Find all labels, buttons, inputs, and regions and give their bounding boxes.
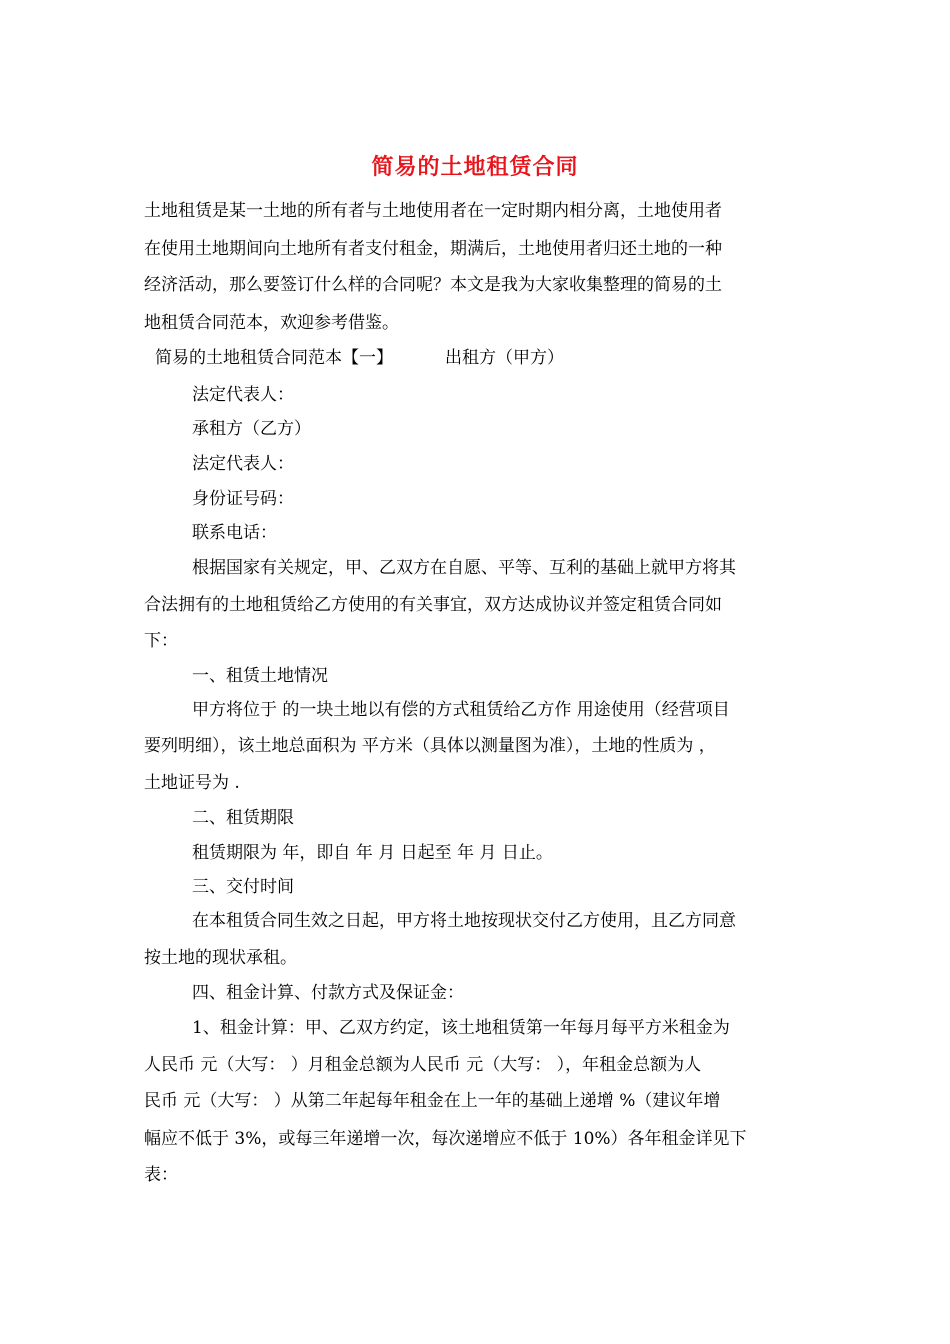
lessee-rep-label: 法定代表人： — [192, 454, 294, 474]
section-1-line-1: 甲方将位于 的一块土地以有偿的方式租赁给乙方作 用途使用（经营项目 — [192, 700, 730, 720]
section-1-line-2: 要列明细），该土地总面积为 平方米（具体以测量图为准），土地的性质为 ， — [144, 736, 716, 756]
lessor-label: 出租方（甲方） — [445, 348, 564, 368]
preamble-line-2: 合法拥有的土地租赁给乙方使用的有关事宜，双方达成协议并签定租赁合同如 — [144, 595, 722, 615]
phone-label: 联系电话： — [192, 523, 277, 543]
document-title: 简易的土地租赁合同 — [371, 154, 579, 180]
lessee-label: 承租方（乙方） — [192, 419, 311, 439]
preamble-line-3: 下： — [144, 631, 178, 651]
intro-line-1: 土地租赁是某一土地的所有者与土地使用者在一定时期内相分离，土地使用者 — [144, 201, 722, 221]
section-4-heading: 四、租金计算、付款方式及保证金： — [192, 983, 464, 1003]
lessor-rep-label: 法定代表人： — [192, 385, 294, 405]
section-2-line-1: 租赁期限为 年，即自 年 月 日起至 年 月 日止。 — [192, 843, 553, 863]
id-number-label: 身份证号码： — [192, 489, 294, 509]
section-4-line-5: 表： — [144, 1165, 178, 1185]
intro-line-3: 经济活动，那么要签订什么样的合同呢？本文是我为大家收集整理的简易的土 — [144, 275, 722, 295]
section-4-line-1: 1、租金计算：甲、乙双方约定，该土地租赁第一年每月每平方米租金为 — [192, 1018, 730, 1038]
section-2-heading: 二、租赁期限 — [192, 808, 294, 828]
section-4-line-2: 人民币 元（大写： ）月租金总额为人民币 元（大写： ），年租金总额为人 — [144, 1055, 702, 1075]
section-1-line-3: 土地证号为 . — [144, 773, 240, 793]
preamble-line-1: 根据国家有关规定，甲、乙双方在自愿、平等、互利的基础上就甲方将其 — [192, 558, 736, 578]
sample-heading — [155, 343, 564, 373]
intro-line-2: 在使用土地期间向土地所有者支付租金，期满后，土地使用者归还土地的一种 — [144, 239, 722, 259]
section-4-line-3: 民币 元（大写： ）从第二年起每年租金在上一年的基础上递增 %（建议年增 — [144, 1091, 721, 1111]
section-3-heading: 三、交付时间 — [192, 877, 294, 897]
section-3-line-2: 按土地的现状承租。 — [144, 948, 297, 968]
section-1-heading: 一、租赁土地情况 — [192, 666, 328, 686]
section-3-line-1: 在本租赁合同生效之日起，甲方将土地按现状交付乙方使用，且乙方同意 — [192, 911, 736, 931]
section-4-line-4: 幅应不低于 3%，或每三年递增一次，每次递增应不低于 10%）各年租金详见下 — [144, 1129, 747, 1149]
sample-heading-title: 简易的土地租赁合同范本【一】 — [155, 348, 393, 368]
intro-line-4: 地租赁合同范本，欢迎参考借鉴。 — [144, 313, 399, 333]
